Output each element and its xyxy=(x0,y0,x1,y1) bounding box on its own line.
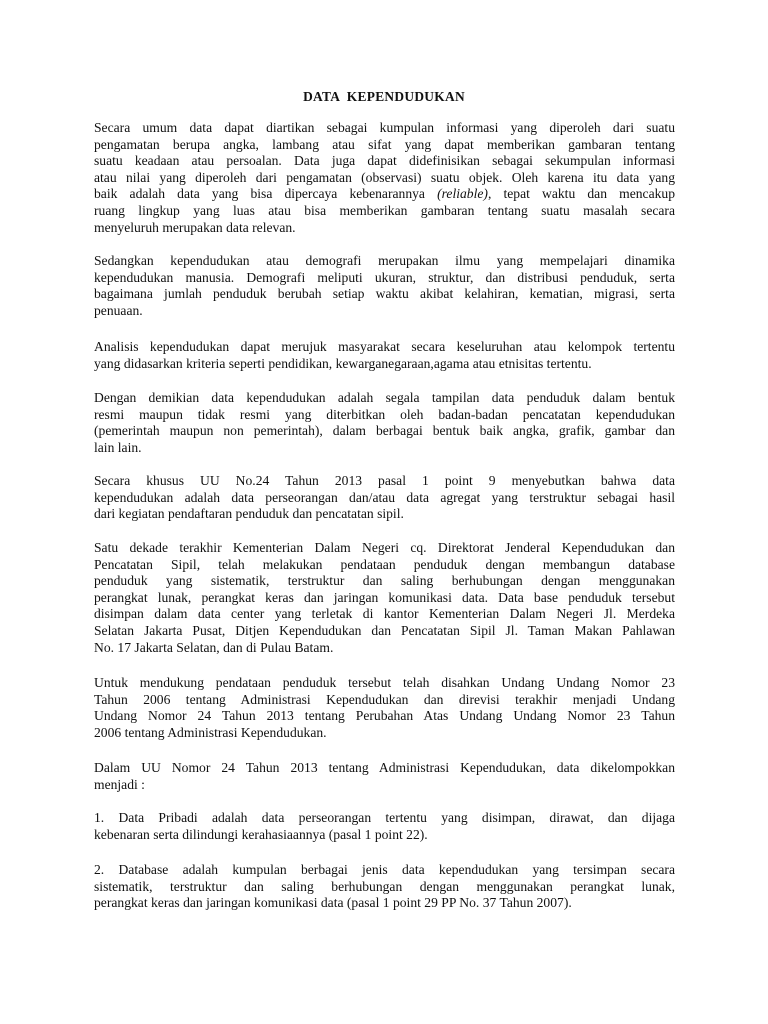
text-line: Secara khusus UU No.24 Tahun 2013 pasal 1 point 9 menyebutkan bahwa data xyxy=(94,473,675,488)
text-line: Satu dekade terakhir Kementerian Dalam Negeri cq. Direktorat Jenderal Kependudukan dan xyxy=(94,540,675,555)
text-line: 2006 tentang Administrasi Kependudukan. xyxy=(94,724,327,740)
paragraph-legislation xyxy=(94,675,675,741)
text-line: suatu keadaan atau persoalan. Data juga dapat didefinisikan sebagai sekumpulan informasi xyxy=(94,153,675,169)
text-line: Pencatatan Sipil, telah melakukan pendataan penduduk dengan membangun database xyxy=(94,556,675,572)
text-line: Untuk mendukung pendataan penduduk tersebut telah disahkan Undang Undang Nomor 23 xyxy=(94,675,675,690)
text-line: disimpan dalam data center yang terletak di kantor Kementerian Dalam Negeri Jl. Merdeka xyxy=(94,606,675,622)
text-line: menyeluruh merupakan data relevan. xyxy=(94,219,296,235)
text-line: atau nilai yang diperoleh dari pengamatan (observasi) suatu objek. Oleh karena itu data yang xyxy=(94,169,675,185)
text-line: 2. Database adalah kumpulan berbagai jenis data kependudukan yang tersimpan secara xyxy=(94,862,675,877)
text-line: Undang Nomor 24 Tahun 2013 tentang Perubahan Atas Undang Undang Nomor 23 Tahun xyxy=(94,708,675,724)
text-line: resmi maupun tidak resmi yang diterbitkan oleh badan-badan pencatatan kependudukan xyxy=(94,406,675,422)
text-line: yang didasarkan kriteria seperti pendidikan, kewarganegaraan,agama atau etnisitas tertentu. xyxy=(94,355,592,371)
text-line: Tahun 2006 tentang Administrasi Kependudukan dan direvisi terakhir menjadi Undang xyxy=(94,691,675,707)
paragraph-uu-24 xyxy=(94,473,675,523)
text-line: menjadi : xyxy=(94,776,145,792)
text-line: Dengan demikian data kependudukan adalah segala tampilan data penduduk dalam bentuk xyxy=(94,390,675,405)
text-line: Selatan Jakarta Pusat, Ditjen Kependudukan dan Pencatatan Sipil Jl. Taman Makan Pahlawan xyxy=(94,622,675,638)
text-line: Dalam UU Nomor 24 Tahun 2013 tentang Administrasi Kependudukan, data dikelompokkan xyxy=(94,760,675,775)
paragraph-ministry xyxy=(94,540,675,656)
text-line: bagaimana jumlah penduduk berubah setiap waktu akibat kelahiran, kematian, migrasi, serta xyxy=(94,286,675,302)
text-line: penuaan. xyxy=(94,302,143,318)
document-title: DATA KEPENDUDUKAN xyxy=(303,89,465,104)
list-item-database xyxy=(94,862,675,912)
paragraph-grouping xyxy=(94,760,675,793)
text-line: pengamatan berupa angka, lambang atau sifat yang dapat memberikan gambaran tentang xyxy=(94,136,675,152)
text-line: lain lain. xyxy=(94,439,142,455)
text-line: perangkat keras dan jaringan komunikasi data (pasal 1 point 29 PP No. 37 Tahun 2007). xyxy=(94,895,572,911)
text-line: 1. Data Pribadi adalah data perseorangan tertentu yang disimpan, dirawat, dan dijaga xyxy=(94,810,675,825)
text-line: penduduk yang sistematik, terstruktur dan saling berhubungan dengan menggunakan xyxy=(94,573,675,589)
italic-term: (reliable) xyxy=(437,186,488,202)
paragraph-data-definition xyxy=(94,120,675,236)
list-item-personal-data xyxy=(94,810,675,843)
text-line: kependudukan adalah data perseorangan dan/atau data agregat yang terstruktur sebagai hasil xyxy=(94,489,675,505)
text-line: dari kegiatan pendaftaran penduduk dan pencatatan sipil. xyxy=(94,506,404,522)
paragraph-demography xyxy=(94,253,675,319)
text-line: No. 17 Jakarta Selatan, dan di Pulau Batam. xyxy=(94,639,334,655)
text-line: Sedangkan kependudukan atau demografi merupakan ilmu yang mempelajari dinamika xyxy=(94,253,675,268)
text-line: Analisis kependudukan dapat merujuk masyarakat secara keseluruhan atau kelompok tertentu xyxy=(94,339,675,354)
text-line: kebenaran serta dilindungi kerahasiaannya (pasal 1 point 22). xyxy=(94,826,428,842)
text-line: ruang lingkup yang luas atau bisa memberikan gambaran tentang suatu masalah secara xyxy=(94,202,675,218)
paragraph-analysis xyxy=(94,339,675,372)
text-line: sistematik, terstruktur dan saling berhubungan dengan menggunakan perangkat lunak, xyxy=(94,878,675,894)
paragraph-population-data xyxy=(94,390,675,456)
text-line xyxy=(94,186,675,203)
text-line: perangkat lunak, perangkat keras dan jaringan komunikasi data. Data base penduduk tersebut xyxy=(94,589,675,605)
text-line: kependudukan manusia. Demografi meliputi ukuran, struktur, dan distribusi penduduk, serta xyxy=(94,269,675,285)
text-run: , tepat waktu dan mencakup xyxy=(487,186,676,202)
text-run: baik adalah data yang bisa dipercaya kebenarannya xyxy=(94,186,438,202)
text-line: Secara umum data dapat diartikan sebagai kumpulan informasi yang diperoleh dari suatu xyxy=(94,120,675,135)
text-line: (pemerintah maupun non pemerintah), dalam berbagai bentuk baik angka, grafik, gambar dan xyxy=(94,423,675,439)
